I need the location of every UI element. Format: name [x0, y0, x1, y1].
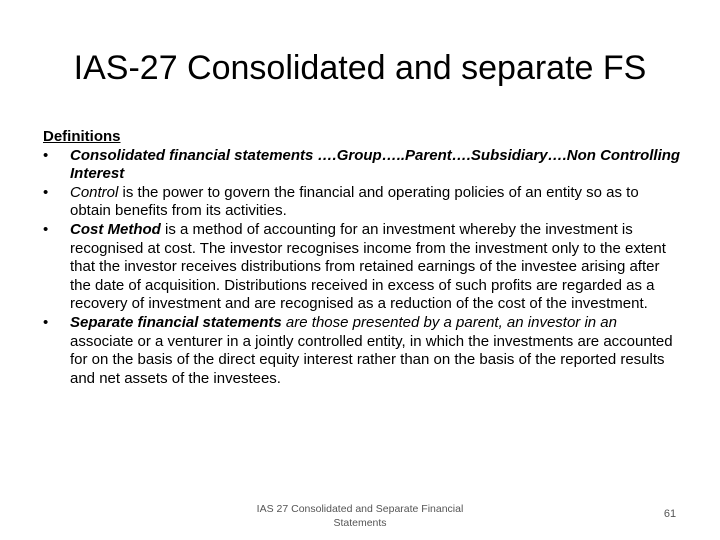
bullet-marker: •	[43, 220, 49, 238]
definition-text: is a method of accounting for an investment whereby the investment is recognised at cost. The investor recognises income from the investment only to the extent that the investor receives distributions from retained earnings of the investee arising after the date of acquisition. Distributions received in excess of such profits are regarded as a recovery of investment and are recognised as a reduction of the cost of the investment.	[70, 220, 666, 313]
definition-text: is the power to govern the financial and operating policies of an entity so as to obtain benefits from its activities.	[70, 183, 639, 220]
bullet-marker: •	[43, 313, 49, 331]
footer-text: IAS 27 Consolidated and Separate Financial Statements	[256, 503, 464, 529]
definition-text: Consolidated financial statements ….Group…..Parent….Subsidiary….Non Controlling Interest	[70, 146, 681, 183]
definition-item	[43, 184, 683, 221]
definition-item	[43, 147, 683, 184]
bullet-marker: •	[43, 146, 49, 164]
section-heading: Definitions	[43, 128, 121, 145]
definition-item	[43, 221, 683, 314]
slide-title: IAS-27 Consolidated and separate FS	[73, 49, 647, 87]
page-number: 61	[663, 508, 677, 520]
definition-text: are those presented by a parent, an investor in an	[281, 313, 617, 331]
definition-text: Control	[70, 183, 119, 201]
definition-text: Cost Method	[70, 220, 161, 238]
definition-item	[43, 314, 683, 388]
definition-text: associate or a venturer in a jointly controlled entity, in which the investments are accounted for on the basis of the direct equity interest rather than on the basis of the reported results and net assets of the investees.	[70, 332, 673, 387]
slide-content	[43, 128, 683, 388]
definitions-list	[43, 147, 683, 389]
bullet-marker: •	[43, 183, 49, 201]
definition-text: Separate financial statements	[70, 313, 282, 331]
